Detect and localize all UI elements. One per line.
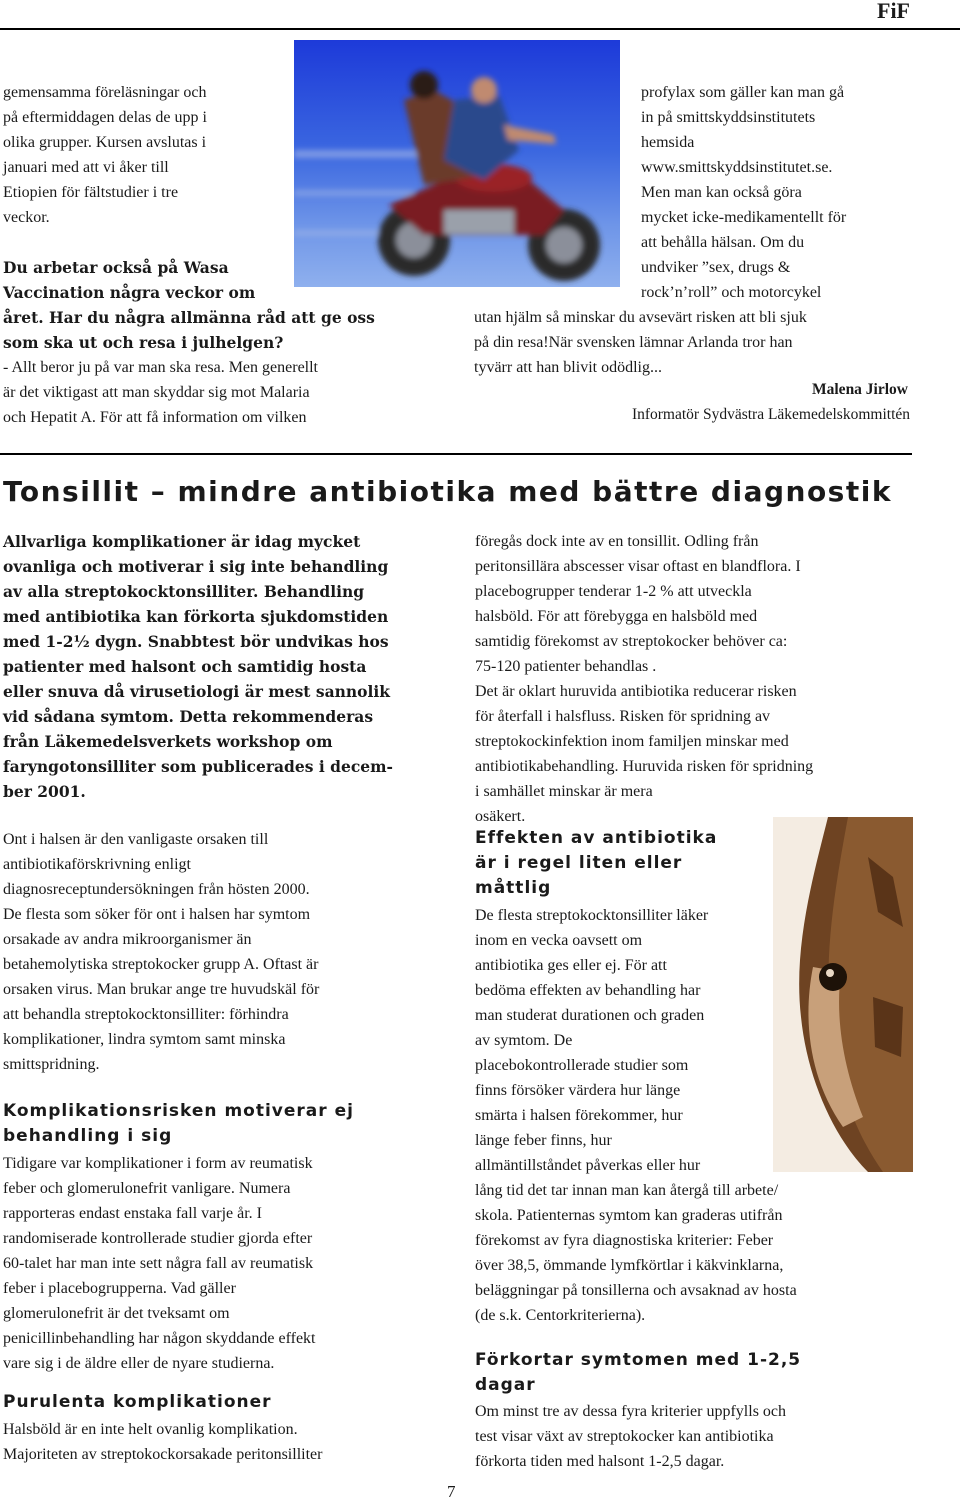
text-line: veckor. (3, 209, 50, 226)
heading-line: Förkortar symtomen med 1-2,5 (475, 1350, 802, 1370)
section-komplikationsrisken-text (3, 1151, 423, 1376)
text-line: Halsböld är en inte helt ovanlig komplikation. (3, 1421, 298, 1438)
author-title: Informatör Sydvästra Läkemedelskommittén (631, 406, 910, 423)
text-line: diagnosreceptundersökningen från hösten 2000. (3, 881, 310, 898)
text-line: - Allt beror ju på var man ska resa. Men generellt (3, 359, 318, 376)
interview-answer (3, 355, 423, 430)
heading-purulenta: Purulenta komplikationer (3, 1392, 272, 1412)
heading-komplikationsrisken (3, 1099, 354, 1149)
text-line: i samhället minskar är mera (475, 783, 653, 800)
text-line: över 38,5, ömmande lymfkörtlar i käkvinklarna, (475, 1257, 784, 1274)
text-line: att behålla hälsan. Om du (641, 234, 805, 251)
top-col1-text (3, 80, 303, 230)
lead-line: Allvarliga komplikationer är idag mycket (3, 532, 361, 551)
heading-line: är i regel liten eller (475, 853, 683, 873)
top-col3-text (641, 80, 941, 305)
text-line: Majoriteten av streptokockorsakade peritonsilliter (3, 1446, 323, 1463)
text-line: in på smittskyddsinstitutets (641, 109, 816, 126)
heading-line: måttlig (475, 878, 552, 898)
lead-line: eller snuva då virusetiologi är mest sannolik (3, 682, 391, 701)
heading-line: Komplikationsrisken motiverar ej (3, 1101, 354, 1121)
giraffe-photo (773, 817, 913, 1172)
text-line: orsakade av andra mikroorganismer än (3, 931, 252, 948)
heading-effekten (475, 826, 717, 901)
text-line: och Hepatit A. För att få information om vilken (3, 409, 307, 426)
text-line: beläggningar på tonsillerna och avsaknad av hosta (475, 1282, 797, 1299)
text-line: 75-120 patienter behandlas . (475, 658, 657, 675)
lead-line: vid sådana symtom. Detta rekommenderas (3, 707, 374, 726)
text-line: osäkert. (475, 808, 526, 825)
motorcycle-photo (294, 40, 620, 287)
text-line: peritonsillära abscesser visar oftast en blandflora. I (475, 558, 801, 575)
lead-line: från Läkemedelsverkets workshop om (3, 732, 333, 751)
text-line: orsaken virus. Man brukar ange tre huvudskäl för (3, 981, 320, 998)
text-line: www.smittskyddsinstitutet.se. (641, 159, 833, 176)
text-line: randomiserade kontrollerade studier gjorda efter (3, 1230, 313, 1247)
lead-line: av alla streptokocktonsilliter. Behandling (3, 582, 365, 601)
text-line: tyvärr att han blivit odödlig... (474, 359, 662, 376)
text-line: finns försöker värdera hur länge (475, 1082, 681, 1099)
text-line: Ont i halsen är den vanligaste orsaken till (3, 831, 269, 848)
lead-line: med antibiotika kan förkorta sjukdomstiden (3, 607, 389, 626)
text-line: test visar växt av streptokocker kan antibiotika (475, 1428, 774, 1445)
article-right-text-1 (475, 529, 915, 829)
text-line: komplikationer, lindra symtom samt minska (3, 1031, 286, 1048)
question-line: året. Har du några allmänna råd att ge oss (3, 308, 375, 327)
text-line: länge feber finns, hur (475, 1132, 612, 1149)
text-line: man studerat durationen och graden (475, 1007, 705, 1024)
lead-line: med 1-2½ dygn. Snabbtest bör undvikas hos (3, 632, 389, 651)
text-line: allmäntillståndet påverkas eller hur (475, 1157, 701, 1174)
text-line: (de s.k. Centorkriterierna). (475, 1307, 646, 1324)
page-number: 7 (447, 1482, 456, 1501)
text-line: smärta i halsen förekommer, hur (475, 1107, 683, 1124)
header-tag: FiF (877, 0, 910, 23)
text-line: skola. Patienternas symtom kan graderas utifrån (475, 1207, 783, 1224)
text-line: De flesta som söker för ont i halsen har symtom (3, 906, 311, 923)
text-line: vare sig i de äldre eller de nyare studierna. (3, 1355, 275, 1372)
text-line: penicillinbehandling har någon skyddande effekt (3, 1330, 316, 1347)
author-name: Malena Jirlow (812, 381, 908, 398)
text-line: januari med att vi åker till (3, 159, 169, 176)
text-line: Det är oklart huruvida antibiotika reducerar risken (475, 683, 797, 700)
text-line: betahemolytiska streptokocker grupp A. Oftast är (3, 956, 319, 973)
text-line: Tidigare var komplikationer i form av reumatisk (3, 1155, 313, 1172)
text-line: antibiotikabehandling. Huruvida risken för spridning (475, 758, 814, 775)
text-line: att behandla streptokocktonsilliter: förhindra (3, 1006, 289, 1023)
section-forkortar-text (475, 1399, 915, 1474)
heading-line: behandling i sig (3, 1126, 173, 1146)
lead-line: patienter med halsont och samtidig hosta (3, 657, 367, 676)
text-line: Om minst tre av dessa fyra kriterier uppfylls och (475, 1403, 787, 1420)
top-wide-text (474, 305, 934, 380)
article-lead (3, 529, 423, 804)
text-line: för återfall i halsfluss. Risken för spridning av (475, 708, 771, 725)
text-line: placebokontrollerade studier som (475, 1057, 689, 1074)
lead-line: ovanliga och motiverar i sig inte behandling (3, 557, 389, 576)
text-line: rock’n’roll” och motorcykel (641, 284, 822, 301)
text-line: samtidig förekomst av streptokocker behöver ca: (475, 633, 788, 650)
text-line: placebogrupper tenderar 1-2 % att utveckla (475, 583, 752, 600)
heading-line: dagar (475, 1375, 536, 1395)
question-line: som ska ut och resa i julhelgen? (3, 333, 284, 352)
text-line: undviker ”sex, drugs & (641, 259, 791, 276)
text-line: är det viktigast att man skyddar sig mot Malaria (3, 384, 310, 401)
text-line: bedöma effekten av behandling har (475, 982, 701, 999)
text-line: olika grupper. Kursen avslutas i (3, 134, 207, 151)
question-line: Du arbetar också på Wasa (3, 258, 229, 277)
text-line: på eftermiddagen delas de upp i (3, 109, 207, 126)
text-line: antibiotika ges eller ej. För att (475, 957, 667, 974)
article-title: Tonsillit – mindre antibiotika med bättre diagnostik (3, 475, 892, 508)
text-line: Etiopien för fältstudier i tre (3, 184, 179, 201)
text-line: på din resa!När svensken lämnar Arlanda tror han (474, 334, 793, 351)
text-line: av symtom. De (475, 1032, 573, 1049)
text-line: smittspridning. (3, 1056, 100, 1073)
text-line: lång tid det tar innan man kan återgå till arbete/ (475, 1182, 779, 1199)
text-line: gemensamma föreläsningar och (3, 84, 207, 101)
text-line: hemsida (641, 134, 695, 151)
lead-line: faryngotonsilliter som publicerades i decem- (3, 757, 393, 776)
text-line: streptokockinfektion inom familjen minskar med (475, 733, 789, 750)
heading-line: Effekten av antibiotika (475, 828, 718, 848)
heading-forkortar (475, 1348, 801, 1398)
text-line: glomerulonefrit är det tveksamt om (3, 1305, 230, 1322)
text-line: inom en vecka oavsett om (475, 932, 643, 949)
section-purulenta-text (3, 1417, 423, 1467)
article-body-1 (3, 827, 423, 1077)
question-line: Vaccination några veckor om (3, 283, 256, 302)
text-line: förekomst av fyra diagnostiska kriterier: Feber (475, 1232, 774, 1249)
text-line: rapporteras endast enstaka fall varje år. I (3, 1205, 262, 1222)
text-line: 60-talet har man inte sett några fall av reumatisk (3, 1255, 314, 1272)
text-line: halsböld. För att förebygga en halsböld med (475, 608, 758, 625)
lead-line: ber 2001. (3, 782, 86, 801)
text-line: föregås dock inte av en tonsillit. Odling från (475, 533, 759, 550)
header-rule (0, 28, 960, 30)
text-line: profylax som gäller kan man gå (641, 84, 845, 101)
section-divider (0, 453, 912, 455)
text-line: Men man kan också göra (641, 184, 802, 201)
text-line: förkorta tiden med halsont 1-2,5 dagar. (475, 1453, 725, 1470)
text-line: De flesta streptokocktonsilliter läker (475, 907, 709, 924)
text-line: feber i placebogrupperna. Vad gäller (3, 1280, 236, 1297)
text-line: mycket icke-medikamentellt för (641, 209, 847, 226)
text-line: feber och glomerulonefrit vanligare. Numera (3, 1180, 291, 1197)
text-line: utan hjälm så minskar du avsevärt risken att bli sjuk (474, 309, 807, 326)
text-line: antibiotikaförskrivning enligt (3, 856, 191, 873)
